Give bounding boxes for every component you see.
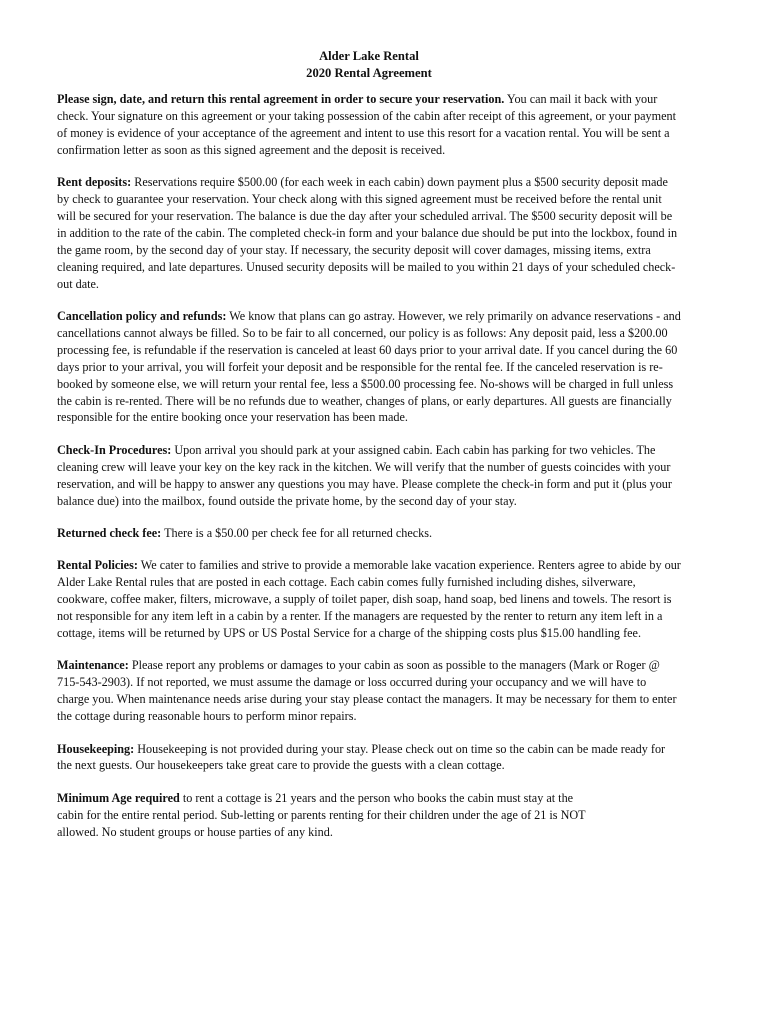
maintenance-heading: Maintenance: — [57, 658, 129, 673]
title-line-2: 2020 Rental Agreement — [306, 65, 432, 80]
maintenance-body: Please report any problems or damages to your cabin as soon as possible to the managers (Mark or Roger @ 715-543-2903). If not reported, we must assume the damage or loss occurred during your occupancy and we will have to charge you. When maintenance needs arise during your stay please contact the managers. It may be necessary for them to enter the cottage during reasonable hours to perform minor repairs. — [57, 658, 677, 724]
rent-deposits-body: Reservations require $500.00 (for each week in each cabin) down payment plus a $500 security deposit made by check to guarantee your reservation. Your check along with this signed agreement must be received before the rental unit will be secured for your reservation. The balance is due the day after your scheduled arrival. The $500 security deposit will be in addition to the rate of the cabin. The completed check-in form and your balance due should be put into the lockbox, found in the game room, by the second day of your stay. If necessary, the security deposit will cover damages, missing items, extra cleaning required, and late departures. Unused security deposits will be mailed to you within 21 days of your scheduled check-out date. — [57, 175, 678, 291]
housekeeping-body: Housekeeping is not provided during your stay. Please check out on time so the cabin can be made ready for the next guests. Our housekeepers take great care to provide the guests with a clean cottage. — [57, 741, 666, 773]
intro-lead: Please sign, date, and return this rental agreement in order to secure your reservation. — [57, 92, 505, 106]
rental-policies-paragraph — [57, 557, 681, 642]
check-in-procedures-paragraph — [57, 442, 681, 510]
returned-check-fee-body: There is a $50.00 per check fee for all returned checks. — [161, 525, 433, 540]
rent-deposits-heading: Rent deposits: — [57, 175, 132, 190]
returned-check-fee-paragraph — [57, 525, 681, 542]
rental-policies-heading: Rental Policies: — [57, 558, 138, 573]
check-in-procedures-heading: Check-In Procedures: — [57, 442, 172, 457]
title-line-1: Alder Lake Rental — [319, 49, 419, 63]
cancellation-policy-body: We know that plans can go astray. However, we rely primarily on advance reservations - and cancellations cannot always be filled. So to be fair to all concerned, our policy is as follows: Any deposit paid, less a $200.00 processing fee, is refundable if the reservation is canceled at least 60 days prior to your arrival date. If you cancel during the 60 days prior to your arrival, you will forfeit your deposit and be responsible for the rental fee. If the canceled reservation is re-booked by someone else, we will return your rental fee, less a $500.00 processing fee. No-shows will be charged in full unless the cabin is re-rented. There will be no refunds due to weather, changes of plans, or early departures. All guests are financially responsible for the entire booking once your reservation has been made. — [57, 308, 681, 425]
minimum-age-paragraph — [57, 790, 602, 841]
document-title — [57, 48, 681, 81]
intro-body: You can mail it back with your check. Your signature on this agreement or your taking possession of the cabin after receipt of this agreement, or your payment of money is evidence of your acceptance of the agreement and intent to use this resort for a vacation rental. You will be sent a confirmation letter as soon as this signed agreement and the deposit is received. — [57, 92, 677, 157]
intro-paragraph — [57, 91, 681, 159]
minimum-age-body: to rent a cottage is 21 years and the person who books the cabin must stay at the cabin for the entire rental period. Sub-letting or parents renting for their children under the age of 21 is NOT allowed. No student groups or house parties of any kind. — [57, 790, 586, 839]
maintenance-paragraph — [57, 657, 681, 725]
minimum-age-heading: Minimum Age required — [57, 790, 180, 805]
rental-agreement-page — [57, 48, 681, 856]
housekeeping-heading: Housekeeping: — [57, 741, 135, 756]
rent-deposits-paragraph — [57, 174, 681, 292]
cancellation-policy-paragraph — [57, 308, 681, 426]
returned-check-fee-heading: Returned check fee: — [57, 525, 162, 540]
check-in-procedures-body: Upon arrival you should park at your assigned cabin. Each cabin has parking for two vehicles. The cleaning crew will leave your key on the key rack in the kitchen. We will verify that the number of guests coincides with your reservation, and will be happy to answer any questions you may have. Please complete the check-in form and put it (plus your balance due) into the mailbox, found outside the private home, by the second day of your stay. — [57, 442, 672, 508]
cancellation-policy-heading: Cancellation policy and refunds: — [57, 308, 227, 323]
rental-policies-body: We cater to families and strive to provide a memorable lake vacation experience. Renters agree to abide by our Alder Lake Rental rules that are posted in each cottage. Each cabin comes fully furnished including dishes, silverware, cookware, coffee maker, filters, microwave, a supply of toilet paper, dish soap, hand soap, bed linens and towels. The resort is not responsible for any item left in a cabin by a renter. If the managers are requested by the renter to return any item left in a cottage, items will be returned by UPS or US Postal Service for a charge of the shipping costs plus $15.00 handling fee. — [57, 558, 681, 640]
housekeeping-paragraph — [57, 741, 681, 775]
